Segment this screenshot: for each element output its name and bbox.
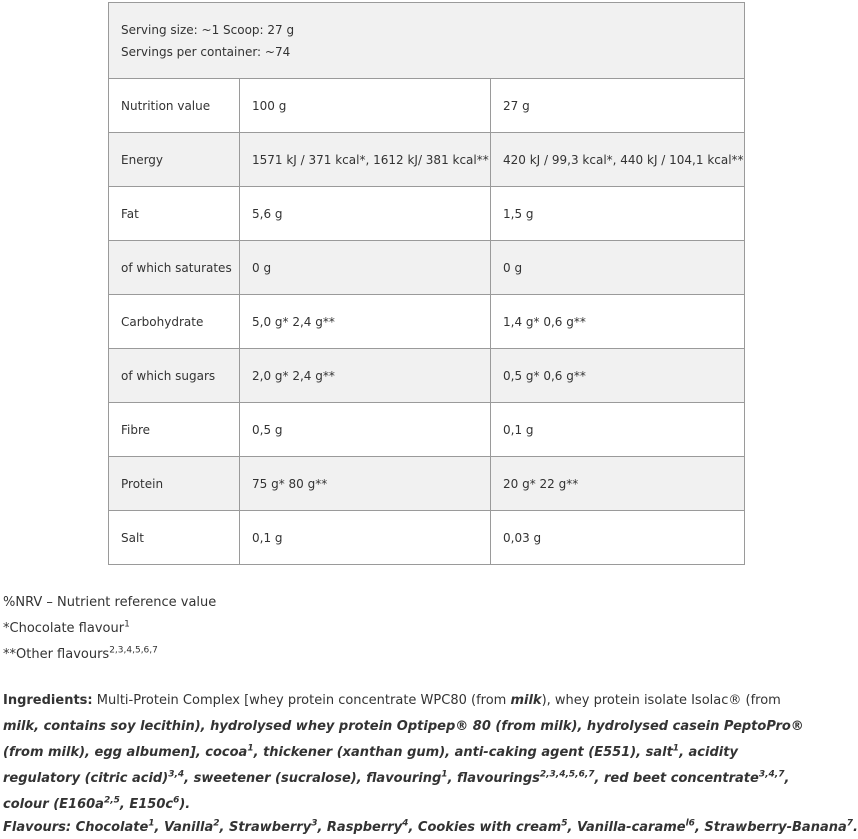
flavour-name: Strawberry <box>228 820 312 835</box>
per-100g-cell: 0,1 g <box>240 511 491 565</box>
flavour-separator: , <box>567 820 577 835</box>
ingredients-sup-e160a: 2,5 <box>103 795 120 806</box>
ingredients-text-2: ), whey protein isolate Isolac® (from <box>541 693 781 708</box>
nutrient-label-cell: Salt <box>109 511 240 565</box>
per-100g-cell: 0,5 g <box>240 403 491 457</box>
per-100g-cell: 75 g* 80 g** <box>240 457 491 511</box>
ingredients-sup-flavourings: 2,3,4,5,6,7 <box>539 769 595 780</box>
flavour-sup: 3 <box>311 818 318 829</box>
ingredients-milk: milk <box>510 693 542 708</box>
per-100g-cell: 5,6 g <box>240 187 491 241</box>
ingredients-text-4: , thickener (xanthan gum), anti-caking agent (E551), salt <box>253 745 673 760</box>
per-serving-cell: 0,5 g* 0,6 g** <box>491 349 745 403</box>
per-100g-cell: 5,0 g* 2,4 g** <box>240 295 491 349</box>
servings-per-container: Servings per container: ~74 <box>121 44 291 59</box>
legend <box>3 590 216 668</box>
flavour-sup: l6 <box>685 818 695 829</box>
per-serving-cell: 0,03 g <box>491 511 745 565</box>
flavour-separator: . <box>853 820 858 835</box>
table-row <box>109 241 745 295</box>
ingredients-sup-e150c: 6 <box>173 795 180 806</box>
flavour-name: Raspberry <box>326 820 403 835</box>
ingredients-text-5: , acidity regulatory (citric acid) <box>3 745 738 786</box>
flavours-line <box>3 817 858 839</box>
ingredients-text-10: , E150c <box>119 797 174 812</box>
ingredients-text-8: , red beet concentrate <box>594 771 759 786</box>
ingredients-text-9: , colour (E160a <box>3 771 790 812</box>
ingredients-text-1: Multi-Protein Complex [whey protein concentrate WPC80 (from <box>92 693 511 708</box>
ingredients-sup-cocoa: 1 <box>247 743 254 754</box>
flavour-separator: , <box>317 820 327 835</box>
nutrient-label-cell: of which saturates <box>109 241 240 295</box>
nutrient-label-cell: Protein <box>109 457 240 511</box>
flavour-sup: 1 <box>148 818 155 829</box>
other-flavours-note-sup: 2,3,4,5,6,7 <box>109 645 158 656</box>
per-serving-cell: 420 kJ / 99,3 kcal*, 440 kJ / 104,1 kcal** <box>491 133 745 187</box>
ingredients-text-7: , flavourings <box>447 771 540 786</box>
per-100g-cell: 100 g <box>240 79 491 133</box>
per-serving-cell: 20 g* 22 g** <box>491 457 745 511</box>
flavour-name: Vanilla-carame <box>576 820 686 835</box>
ingredients-sup-beet: 3,4,7 <box>758 769 785 780</box>
serving-cell <box>109 3 745 79</box>
nrv-note: %NRV – Nutrient reference value <box>3 595 217 610</box>
table-row <box>109 349 745 403</box>
flavour-name: Cookies with cream <box>417 820 562 835</box>
table-row <box>109 457 745 511</box>
per-100g-cell: 2,0 g* 2,4 g** <box>240 349 491 403</box>
ingredients-text-6: , sweetener (sucralose), flavouring <box>184 771 442 786</box>
other-flavours-note-text: **Other flavours <box>3 647 110 662</box>
table-row <box>109 403 745 457</box>
per-serving-cell: 1,4 g* 0,6 g** <box>491 295 745 349</box>
flavour-name: Strawberry-Banana <box>704 820 847 835</box>
serving-row <box>109 3 745 79</box>
nutrient-label-cell: Fat <box>109 187 240 241</box>
flavour-sup: 4 <box>402 818 409 829</box>
chocolate-note <box>3 616 216 642</box>
per-serving-cell: 0 g <box>491 241 745 295</box>
ingredients-label: Ingredients: <box>3 693 93 708</box>
nutrient-label-cell: of which sugars <box>109 349 240 403</box>
nutrient-label-cell: Nutrition value <box>109 79 240 133</box>
per-serving-cell: 27 g <box>491 79 745 133</box>
ingredients-paragraph <box>3 688 819 818</box>
flavour-separator: , <box>408 820 418 835</box>
per-100g-cell: 0 g <box>240 241 491 295</box>
ingredients-text-3: milk, contains soy lecithin), hydrolysed whey protein Optipep® 80 (from milk), hydrolysed casein PeptoPro® (from milk), egg albumen], cocoa <box>3 719 804 760</box>
per-serving-cell: 1,5 g <box>491 187 745 241</box>
table-row <box>109 187 745 241</box>
flavour-sup: 5 <box>561 818 568 829</box>
nutrient-label-cell: Fibre <box>109 403 240 457</box>
flavour-sup: 2 <box>213 818 220 829</box>
chocolate-note-text: *Chocolate flavour <box>3 621 125 636</box>
per-serving-cell: 0,1 g <box>491 403 745 457</box>
nutrient-label-cell: Carbohydrate <box>109 295 240 349</box>
nutrition-table <box>108 2 745 565</box>
per-100g-cell: 1571 kJ / 371 kcal*, 1612 kJ/ 381 kcal** <box>240 133 491 187</box>
serving-size: Serving size: ~1 Scoop: 27 g <box>121 22 295 37</box>
flavour-separator: , <box>219 820 229 835</box>
flavours-label: Flavours: <box>3 820 76 835</box>
table-row <box>109 79 745 133</box>
flavour-sup: 7 <box>846 818 854 829</box>
chocolate-note-sup: 1 <box>124 619 130 630</box>
flavour-name: Chocolate <box>75 820 149 835</box>
nutrition-table-body <box>109 3 745 565</box>
ingredients-text-11: ). <box>179 797 191 812</box>
nutrient-label-cell: Energy <box>109 133 240 187</box>
ingredients-sup-acid: 3,4 <box>168 769 185 780</box>
ingredients-sup-flavouring: 1 <box>441 769 448 780</box>
table-row <box>109 295 745 349</box>
flavour-separator: , <box>694 820 705 835</box>
ingredients-sup-salt: 1 <box>672 743 680 754</box>
flavour-name: Vanilla <box>164 820 214 835</box>
table-row <box>109 511 745 565</box>
flavour-separator: , <box>154 820 165 835</box>
other-flavours-note <box>3 642 216 668</box>
table-row <box>109 133 745 187</box>
